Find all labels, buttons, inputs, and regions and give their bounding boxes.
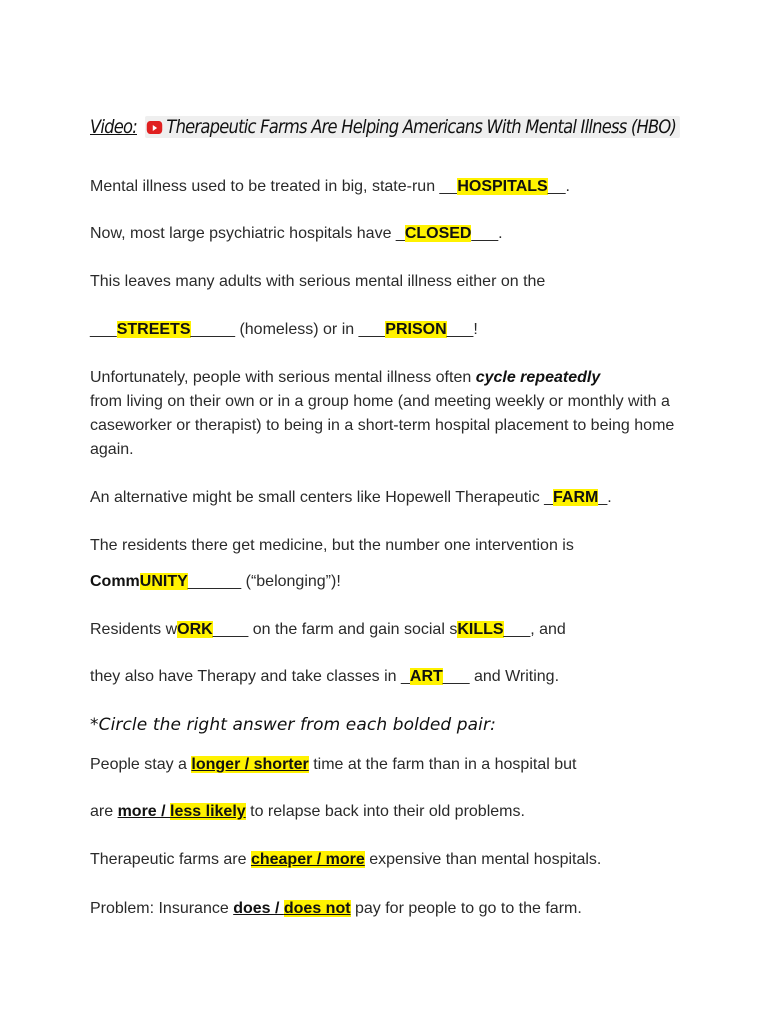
answer-streets: STREETS: [116, 321, 191, 338]
answer-hospitals: HOSPITALS: [457, 178, 548, 195]
pair-option-less-likely: less likely: [170, 803, 246, 820]
answer-unity: UNITY: [139, 573, 188, 590]
answer-prison: PRISON: [385, 321, 447, 338]
answer-farm: FARM: [553, 489, 599, 506]
pair-options-duration: longer / shorter: [191, 756, 309, 773]
answer-kills: KILLS: [457, 621, 504, 638]
pair-option-does: does /: [233, 900, 284, 917]
video-title: Therapeutic Farms Are Helping Americans With Mental Illness (HBO): [166, 116, 677, 138]
video-label: Video:: [90, 116, 138, 138]
pair-longer-shorter: People stay a longer / shorter time at the farm than in a hospital but: [90, 756, 577, 773]
question-farm: An alternative might be small centers like Hopewell Therapeutic _FARM_.: [90, 489, 612, 506]
answer-closed: CLOSED: [404, 225, 472, 242]
answer-ork: ORK: [177, 621, 213, 638]
video-link[interactable]: [145, 116, 680, 138]
statement-serious-illness: This leaves many adults with serious mental illness either on the: [90, 273, 546, 290]
page-title: [90, 112, 680, 142]
section-heading: *Circle the right answer from each bolded pair:: [90, 715, 496, 735]
pair-options-cost: cheaper / more: [250, 851, 365, 868]
emphasis-cycle-repeatedly: cycle repeatedly: [475, 369, 601, 386]
paragraph-cycle: Unfortunately, people with serious mental illness often cycle repeatedly from living on their own or in a group home (and meeting weekly or monthly with a caseworker or therapist) to being in a short-term hospital placement to being home again.: [90, 369, 675, 458]
pair-option-more: more /: [117, 803, 171, 820]
youtube-play-icon: [147, 121, 162, 134]
pair-cheaper-more: Therapeutic farms are cheaper / more expensive than mental hospitals.: [90, 851, 602, 868]
question-community: CommUNITY______ (“belonging”)!: [90, 573, 341, 590]
question-art: they also have Therapy and take classes in _ART___ and Writing.: [90, 668, 560, 685]
question-work-skills: Residents wORK____ on the farm and gain social sKILLS___, and: [90, 621, 566, 638]
question-hospitals: Mental illness used to be treated in big, state-run __HOSPITALS__.: [90, 178, 570, 195]
answer-art: ART: [409, 668, 443, 685]
pair-does-does-not: Problem: Insurance does / does not pay for people to go to the farm.: [90, 900, 582, 917]
statement-intervention: The residents there get medicine, but the number one intervention is: [90, 537, 574, 554]
pair-more-less-likely: are more / less likely to relapse back into their old problems.: [90, 803, 525, 820]
question-closed: Now, most large psychiatric hospitals have _CLOSED___.: [90, 225, 503, 242]
question-streets-prison: ___STREETS_____ (homeless) or in ___PRISON___!: [90, 321, 478, 338]
pair-option-does-not: does not: [283, 900, 351, 917]
